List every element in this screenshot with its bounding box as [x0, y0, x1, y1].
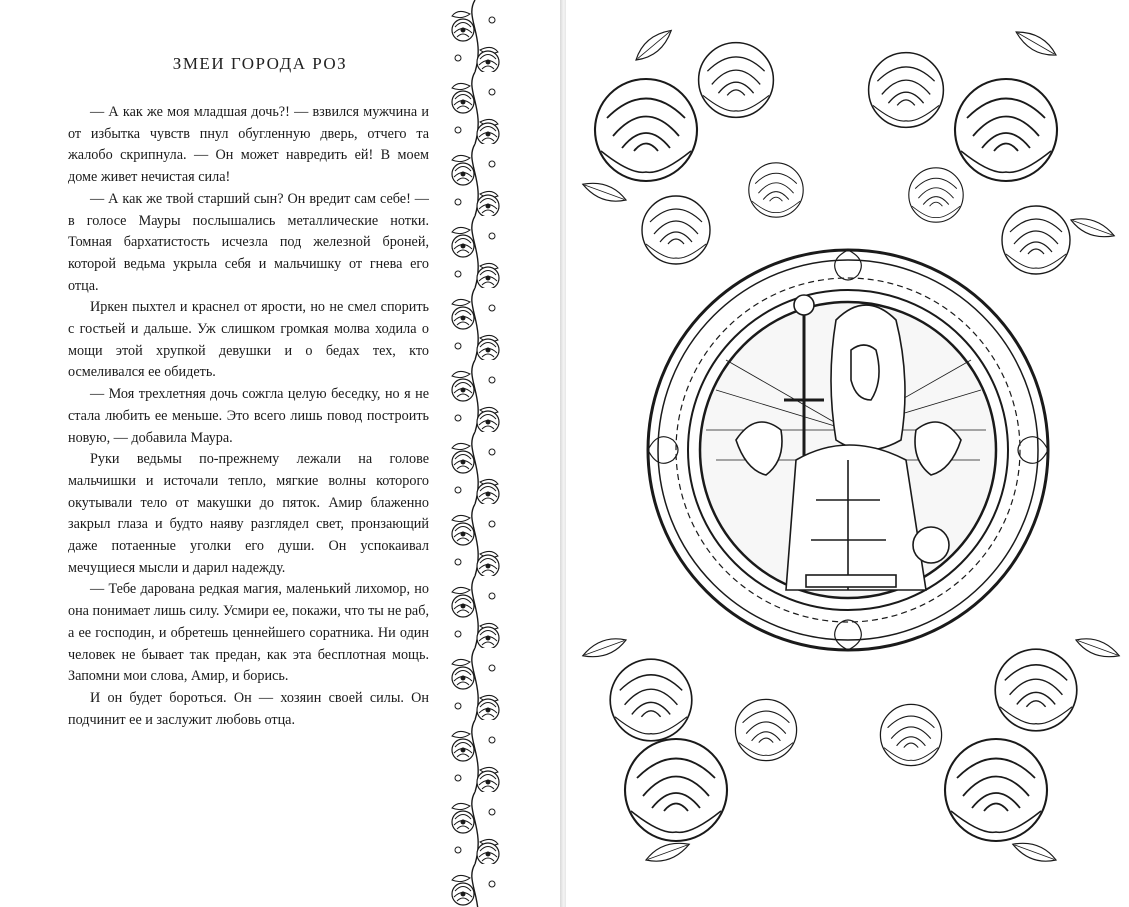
paragraph: — Тебе дарована редкая магия, маленький лихомор, но она понимает лишь силу. Усмири ее, покажи, что ты не раб, а ее господин, и обретешь ценнейшего соратника. Ни один человек не бывает так предан, как эта бесплотная мощь. Запомни мои слова, Амир, и борись. — [68, 581, 429, 685]
rose-cluster-top-right — [869, 26, 1117, 274]
paragraph: — Моя трехлетняя дочь сожгла целую беседку, но я не стала любить ее меньше. Это всего лишь повод построить новую, — добавила Маура. — [68, 386, 429, 446]
paragraph: И он будет бороться. Он — хозяин своей силы. Он подчинит ее и заслужит любовь отца. — [68, 689, 429, 728]
rose-cluster-top-left — [580, 25, 803, 264]
paragraph: — А как же моя младшая дочь?! — взвился мужчина и от избытка чувств пнул обугленную дверь, отчего та жалобо скрипнула. — Он может навредить ей! В моем доме живет нечистая сила! — [68, 104, 429, 186]
left-page — [0, 0, 560, 907]
paragraph: Иркен пыхтел и краснел от ярости, но не смел спорить с гостьей и дальше. Уж слишком громкая молва ходила о мощи этой хрупкой девушки и о бедах тех, кто осмеливался ее обидеть. — [68, 299, 429, 381]
right-page — [566, 0, 1129, 907]
running-head: ЗМЕИ ГОРОДА РОЗ — [172, 54, 348, 73]
paragraph: — А как же твой старший сын? Он вредит сам себе! — в голосе Мауры послышались металлические нотки. Томная бархатистость исчезла под железной броней, которой ведьма укрыла себя и мальчишку от гнева его отца. — [68, 190, 429, 294]
rose-cluster-bottom-left — [580, 633, 796, 866]
illustration — [566, 0, 1129, 907]
body-text — [68, 102, 429, 731]
rose-cluster-bottom-right — [880, 633, 1121, 866]
floral-border-strip — [444, 0, 506, 907]
paragraph: Руки ведьмы по-прежнему лежали на голове мальчишки и источали тепло, мягкие волны которого окутывали тело от макушки до пяток. Амир блаженно закрыл глаза и будто наяву разглядел свет, пронзающий даже потаенные уголки его души. Он успокаивал мечущиеся мысли и дарил надежду. — [68, 451, 429, 576]
